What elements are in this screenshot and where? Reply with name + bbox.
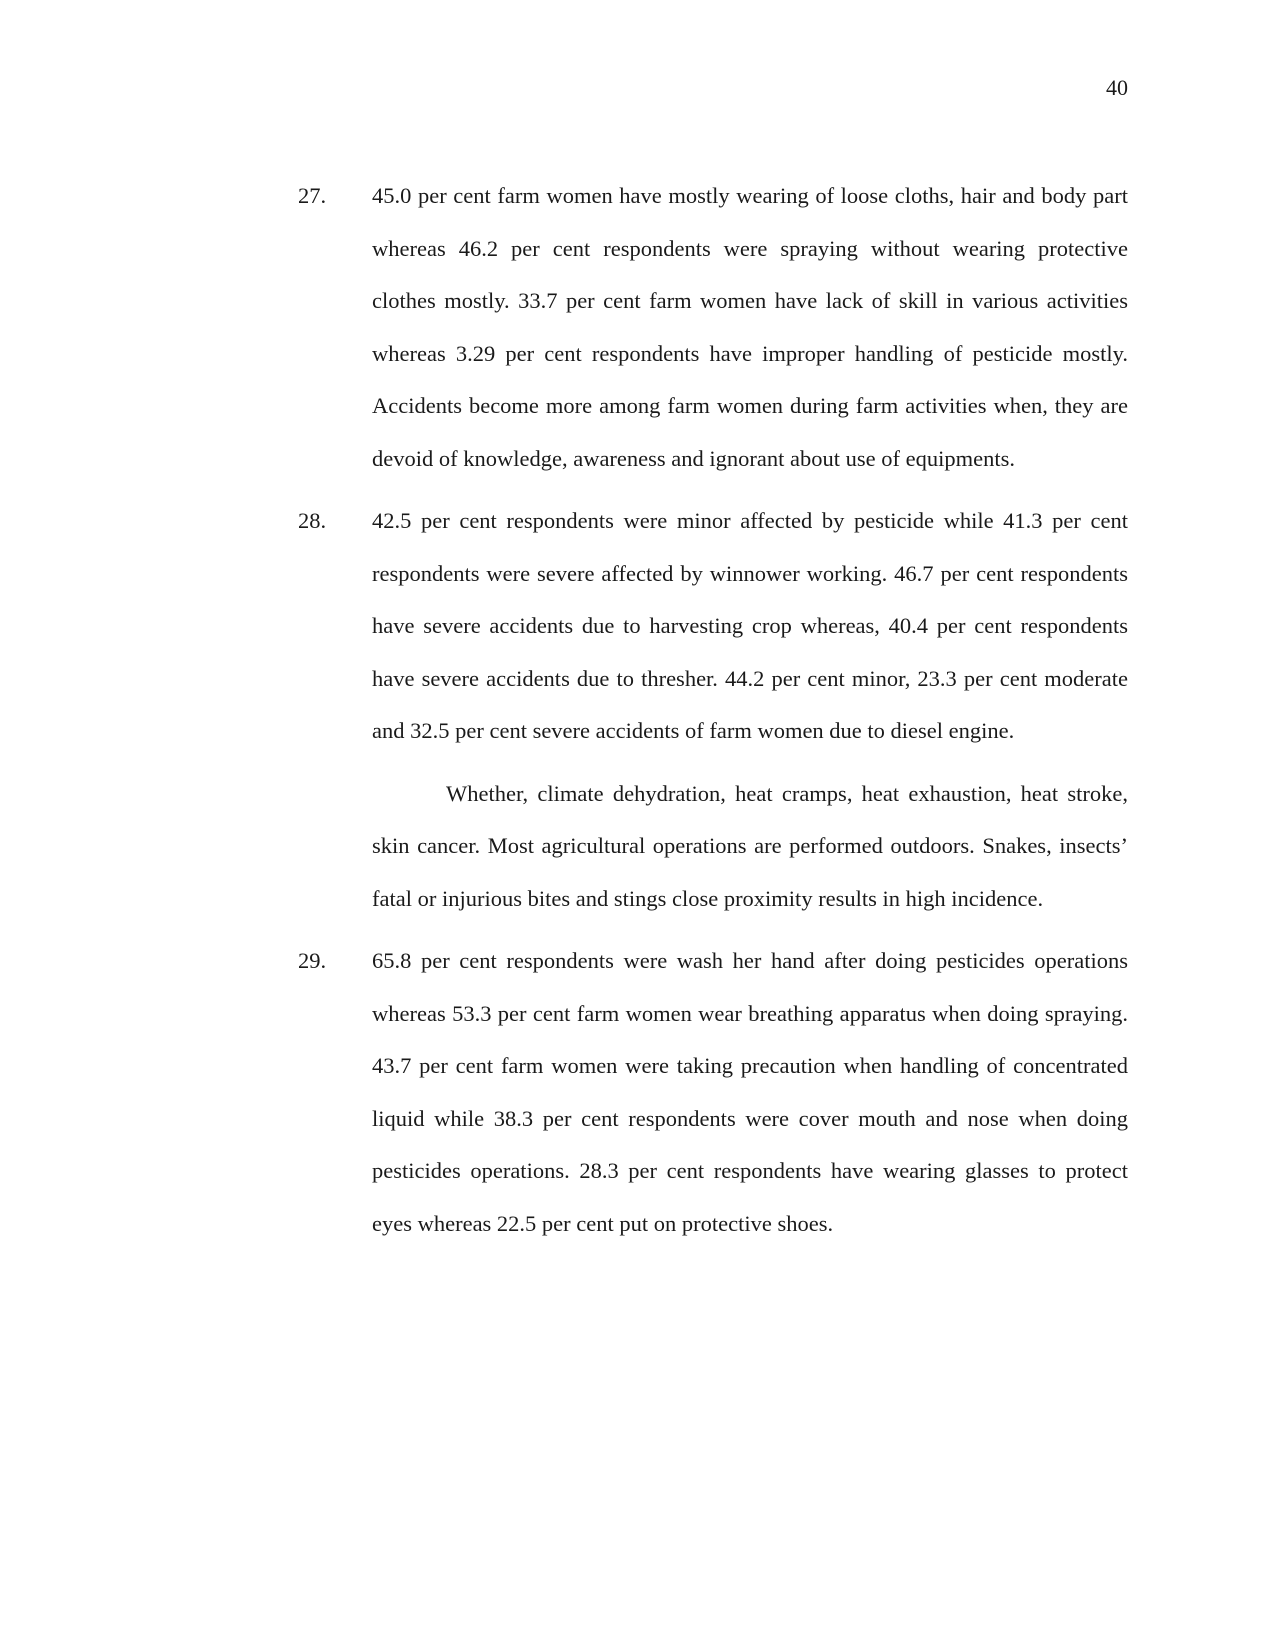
item-number: 27. (298, 183, 327, 208)
item-number: 28. (298, 508, 327, 533)
list-item-29 (298, 935, 1128, 1250)
paragraph: 42.5 per cent respondents were minor affected by pesticide while 41.3 per cent respondents were severe affected by winnower working. 46.7 per cent respondents have severe accidents due to harvesting crop whereas, 40.4 per cent respondents have severe accidents due to thresher. 44.2 per cent minor, 23.3 per cent moderate and 32.5 per cent severe accidents of farm women due to diesel engine. (372, 508, 1128, 743)
page-body (298, 170, 1128, 1250)
paragraph: 65.8 per cent respondents were wash her hand after doing pesticides operations whereas 53.3 per cent farm women wear breathing apparatus when doing spraying. 43.7 per cent farm women were taking precaution when handling of concentrated liquid while 38.3 per cent respondents were cover mouth and nose when doing pesticides operations. 28.3 per cent respondents have wearing glasses to protect eyes whereas 22.5 per cent put on protective shoes. (372, 948, 1128, 1236)
paragraph-continued: Whether, climate dehydration, heat cramps, heat exhaustion, heat stroke, skin cancer. Most agricultural operations are performed outdoors. Snakes, insects’ fatal or injurious bites and stings close proximity results in high incidence. (372, 780, 1128, 911)
page-number: 40 (1106, 75, 1128, 100)
item-number: 29. (298, 948, 327, 973)
list-item-27 (298, 170, 1128, 485)
list-item-28 (298, 495, 1128, 925)
paragraph: 45.0 per cent farm women have mostly wearing of loose cloths, hair and body part whereas 46.2 per cent respondents were spraying without wearing protective clothes mostly. 33.7 per cent farm women have lack of skill in various activities whereas 3.29 per cent respondents have improper handling of pesticide mostly. Accidents become more among farm women during farm activities when, they are devoid of knowledge, awareness and ignorant about use of equipments. (372, 183, 1128, 471)
